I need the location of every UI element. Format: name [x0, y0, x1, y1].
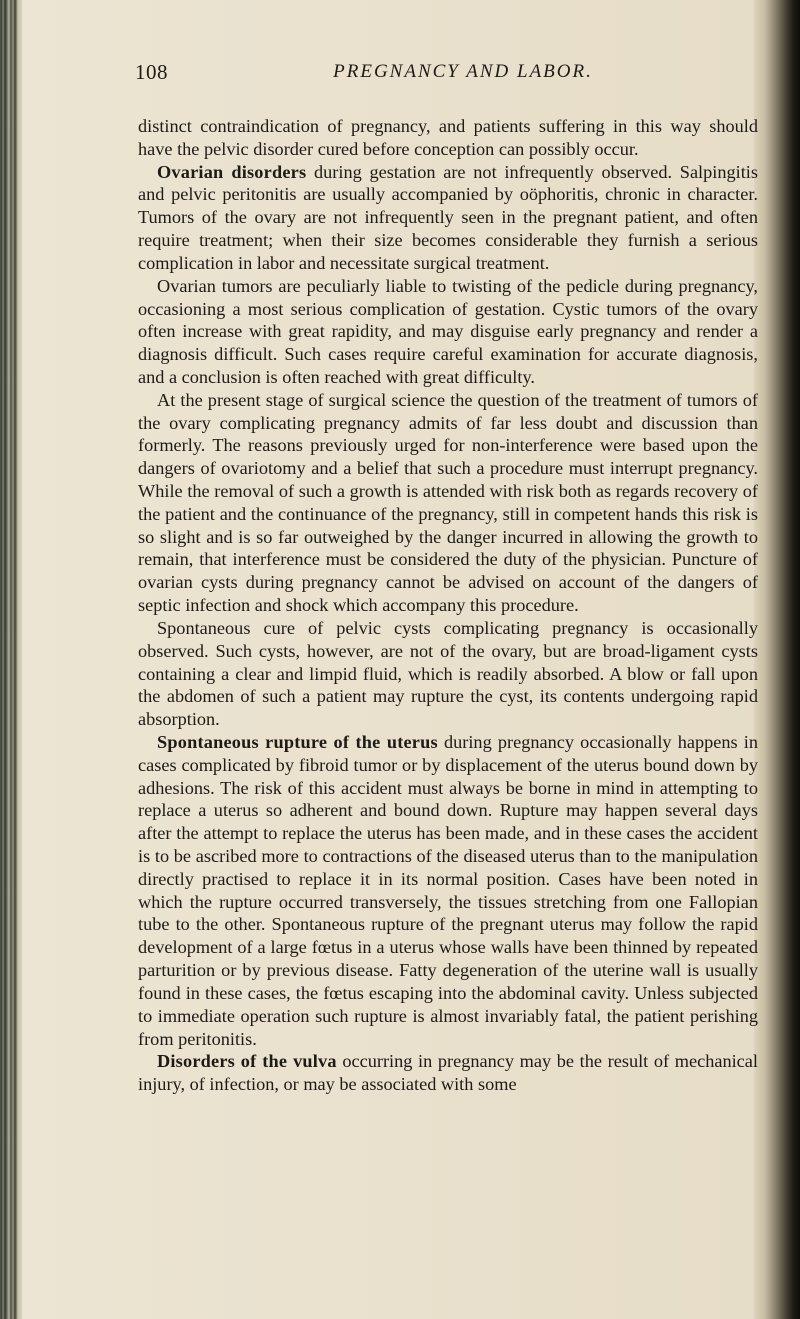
paragraph-ovarian-disorders: [138, 161, 758, 275]
paragraph-heading: Ovarian disorders: [157, 161, 307, 182]
paragraph-text: during gestation are not infrequently observed. Salpingitis and pelvic peritonitis are usually accompanied by oöphoritis, chronic in character. Tumors of the ovary are not infrequently seen in the pregnant patient, and often require treatment; when their size becomes considerable they furnish a serious complication in labor and necessitate surgical treatment.: [138, 161, 758, 273]
paragraph-heading: Spontaneous rupture of the uterus: [157, 731, 438, 752]
paragraph-text: At the present stage of surgical science the question of the treatment of tumors of the ovary complicating pregnancy admits of far less doubt and discussion than formerly. The reasons previously urged for non-interference were based upon the dangers of ovariotomy and a belief that such a procedure must interrupt pregnancy. While the removal of such a growth is attended with risk both as regards recovery of the patient and the continuance of the pregnancy, still in competent hands this risk is so slight and is so far outweighed by the danger incurred in allowing the growth to remain, that interference must be considered the duty of the physician. Puncture of ovarian cysts during pregnancy cannot be advised on account of the dangers of septic infection and shock which accompany this procedure.: [138, 389, 758, 616]
paragraph-uterine-rupture: [138, 731, 758, 1050]
paragraph-text: distinct contraindication of pregnancy, and patients suffering in this way should have the pelvic disorder cured before conception can possibly occur.: [138, 116, 758, 159]
paragraph-surgical-treatment: [138, 389, 758, 617]
body-text: [138, 115, 758, 1096]
paragraph-text: Ovarian tumors are peculiarly liable to twisting of the pedicle during pregnancy, occasioning a most serious complication of gestation. Cystic tumors of the ovary often increase with great rapidity, and may disguise early pregnancy and render a diagnosis difficult. Such cases require careful examination for accurate diagnosis, and a conclusion is often reached with great difficulty.: [138, 275, 758, 387]
paragraph-text: Spontaneous cure of pelvic cysts complicating pregnancy is occasionally observed. Such cysts, however, are not of the ovary, but are broad-ligament cysts containing a clear and limpid fluid, which is readily absorbed. A blow or fall upon the abdomen of such a patient may rupture the cyst, its contents undergoing rapid absorption.: [138, 617, 758, 730]
paragraph-spontaneous-cure: [138, 617, 758, 731]
page-number: 108: [135, 60, 168, 84]
paragraph-heading: Disorders of the vulva: [157, 1051, 337, 1072]
running-head: PREGNANCY AND LABOR.: [333, 61, 593, 82]
page-header: [135, 60, 753, 90]
paragraph-ovarian-tumors: [138, 275, 758, 389]
paragraph-text: occurring in pregnancy may be the result of mechanical injury, of infection, or may be associated with some: [138, 1051, 758, 1095]
paragraph-text: during pregnancy occasionally happens in cases complicated by fibroid tumor or by displacement of the uterus bound down by adhesions. The risk of this accident must always be borne in mind in attempting to replace a uterus so adherent and bound down. Rupture may happen several days after the attempt to replace the uterus has been made, and in these cases the accident is to be ascribed more to contractions of the diseased uterus than to the manipulation directly practised to replace it in its normal position. Cases have been noted in which the rupture occurred transversely, the tissues stretching from one Fallopian tube to the other. Spontaneous rupture of the pregnant uterus may follow the rapid development of a large fœtus in a uterus whose walls have been thinned by repeated parturition or by previous disease. Fatty degeneration of the uterine wall is usually found in these cases, the fœtus escaping into the abdominal cavity. Unless subjected to immediate operation such rupture is almost invariably fatal, the patient perishing from peritonitis.: [138, 731, 758, 1049]
paragraph-1: [138, 115, 758, 161]
paragraph-vulva-disorders: [138, 1050, 758, 1096]
right-page-edge: [754, 0, 800, 1319]
left-binding-edge: [0, 0, 22, 1319]
